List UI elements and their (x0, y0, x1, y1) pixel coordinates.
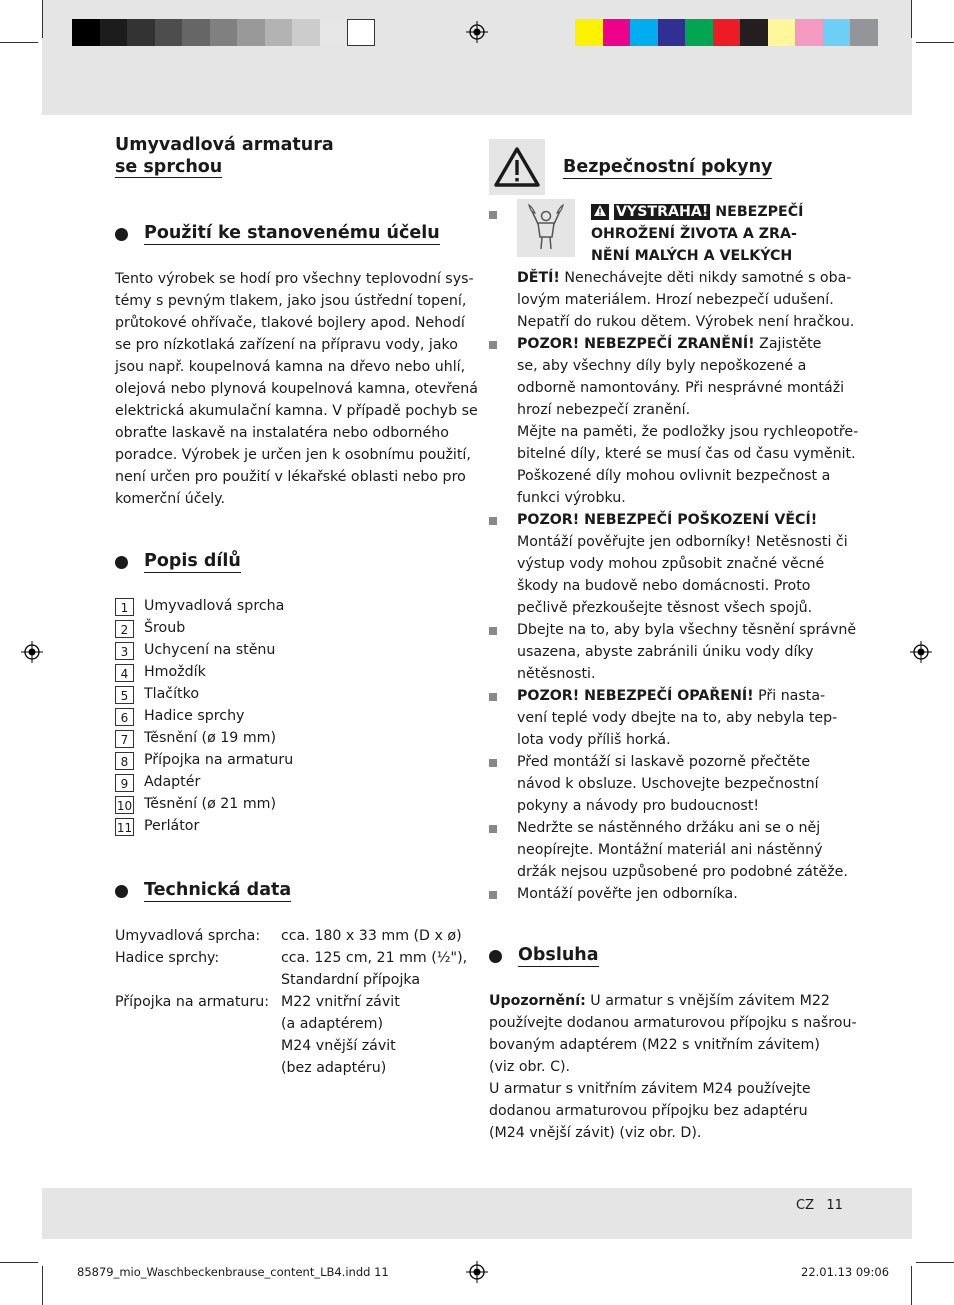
part-number-box: 4 (115, 664, 134, 682)
gray-swatch (347, 19, 375, 46)
gray-swatch (100, 19, 128, 46)
text-line: neopírejte. Montážní materiál ani nástěnný (517, 842, 823, 858)
text-line: Před montáží si laskavě pozorně přečtěte (517, 754, 811, 770)
text-line: lota vody příliš horká. (517, 732, 671, 748)
section-heading-tech: Technická data (144, 880, 292, 900)
color-swatch (575, 19, 603, 46)
gray-swatch (292, 19, 320, 46)
part-number-box: 3 (115, 642, 134, 660)
gray-swatch (155, 19, 183, 46)
tech-key: Hadice sprchy: (115, 950, 220, 966)
color-swatch (768, 19, 796, 46)
registration-mark-icon (466, 21, 488, 43)
part-number-box: 10 (115, 796, 134, 814)
safety-bullet-text (517, 509, 848, 619)
part-label: Hadice sprchy (144, 708, 245, 724)
registration-mark-icon (910, 641, 932, 663)
section-bullet-icon (115, 228, 128, 241)
color-swatch (850, 19, 878, 46)
gray-swatch (265, 19, 293, 46)
text-line: návod k obsluze. Uschovejte bezpečnostní (517, 776, 819, 792)
text-line: elektrická akumulační kamna. V případě pochyb se (115, 403, 478, 419)
tech-value: cca. 180 x 33 mm (D x ø) (281, 928, 462, 944)
part-number-box: 11 (115, 818, 134, 836)
text-line: jsou např. koupelnová kamna na dřevo nebo uhlí, (115, 359, 466, 375)
text-line: obraťte laskavě na instalatéra nebo odborného (115, 425, 449, 441)
text-line: (viz obr. C). (489, 1059, 571, 1075)
crop-mark (916, 42, 954, 43)
text-line: výstup vody mohou způsobit značné věcné (517, 556, 825, 572)
text-line: pečlivě přezkoušejte těsnost všech spojů. (517, 600, 813, 616)
text-line: funkci výrobku. (517, 490, 626, 506)
text-line: hrozí nebezpečí zranění. (517, 402, 691, 418)
text-line: vení teplé vody dbejte na to, aby nebyla tep- (517, 710, 838, 726)
crop-mark (42, 0, 43, 38)
section-heading-use: Použití ke stanovenému účelu (144, 223, 440, 243)
gray-swatch (320, 19, 348, 46)
warning-header (591, 201, 803, 267)
part-number-box: 8 (115, 752, 134, 770)
text-line: Nedržte se nástěnného držáku ani se o něj (517, 820, 821, 836)
text-line: poradce. Výrobek je určen jen k osobnímu použití, (115, 447, 471, 463)
text-line: olejová nebo plynová koupelnová kamna, otevřená (115, 381, 478, 397)
text-line: se pro nízkotlaká zařízení na přípravu vody, jako (115, 337, 458, 353)
tech-value: (bez adaptéru) (281, 1060, 387, 1076)
registration-mark-icon (21, 641, 43, 663)
tech-value: M22 vnitřní závit (281, 994, 400, 1010)
part-label: Přípojka na armaturu (144, 752, 294, 768)
text-line: držák nejsou uzpůsobené pro podobné zátěže. (517, 864, 848, 880)
safety-bullet-text (517, 883, 738, 905)
part-label: Těsnění (ø 19 mm) (144, 730, 277, 746)
text-line: témy s pevným tlakem, jako jsou ústřední topení, (115, 293, 467, 309)
print-date: 22.01.13 09:06 (801, 1265, 890, 1279)
document-title: Umyvadlová armatura se sprchou (115, 135, 334, 177)
text-line: Poškozené díly mohou ovlivnit bezpečnost a (517, 468, 831, 484)
color-swatch (630, 19, 658, 46)
text-line: Tento výrobek se hodí pro všechny teplovodní sys- (115, 271, 474, 287)
bold-warning: POZOR! NEBEZPEČÍ POŠKOZENÍ VĚCÍ! (517, 512, 818, 528)
list-bullet-icon (489, 693, 497, 701)
safety-bullet-text (517, 333, 858, 509)
warning-triangle-icon (593, 204, 607, 217)
registration-mark-icon (466, 1261, 488, 1283)
section-heading-operation: Obsluha (518, 945, 599, 965)
text-line: odborně namontovány. Při nesprávné montáži (517, 380, 845, 396)
text-line: Mějte na paměti, že podložky jsou rychleopotře- (517, 424, 859, 440)
crop-mark (0, 1262, 38, 1263)
crop-mark (0, 42, 38, 43)
part-label: Tlačítko (144, 686, 199, 702)
part-label: Uchycení na stěnu (144, 642, 276, 658)
list-bullet-icon (489, 759, 497, 767)
file-info: 85879_mio_Waschbeckenbrause_content_LB4.indd 11 (77, 1265, 389, 1279)
section-bullet-icon (489, 950, 502, 963)
gray-swatch (210, 19, 238, 46)
crop-mark (911, 0, 912, 38)
text-line: Dbejte na to, aby byla všechny těsnění správně (517, 622, 857, 638)
tech-key: Přípojka na armaturu: (115, 994, 270, 1010)
part-number-box: 7 (115, 730, 134, 748)
text-line: není určen pro použití v lékařské oblasti nebo pro (115, 469, 466, 485)
text-line: pokyny a návody pro budoucnost! (517, 798, 760, 814)
warning-word: VÝSTRAHA! (615, 204, 709, 220)
color-swatch (713, 19, 741, 46)
section-bullet-icon (115, 885, 128, 898)
text-line: dodanou armaturovou přípojku bez adaptéru (489, 1103, 808, 1119)
text-line: Montáží pověřte jen odborníka. (517, 886, 738, 902)
tech-value: Standardní přípojka (281, 972, 421, 988)
section-bullet-icon (115, 556, 128, 569)
text-line: nětěsnosti. (517, 666, 596, 682)
warning-text: NEBEZPEČÍ (715, 204, 804, 220)
text-line: Zajistěte (754, 336, 822, 352)
list-bullet-icon (489, 825, 497, 833)
text-line: Montáží pověřujte jen odborníky! Netěsnosti či (517, 534, 848, 550)
color-swatch (603, 19, 631, 46)
part-number-box: 6 (115, 708, 134, 726)
use-paragraph (115, 268, 478, 510)
gray-swatch (182, 19, 210, 46)
text-line: Při nasta- (753, 688, 826, 704)
operation-paragraph: Upozornění: U armatur s vnějším závitem M22 používejte dodanou armaturovou přípojku s našrou- bovaným adaptérem (M22 s vnitřním závitem) (viz obr. C). U armatur s vnitřním závitem M24 používejte dodanou armaturovou přípojku bez adaptéru (M24 vnější závit) (viz obr. D). (489, 990, 849, 1144)
text-line: bitelné díly, které se musí čas od času vyměnit. (517, 446, 856, 462)
text-line: U armatur s vnitřním závitem M24 používejte (489, 1081, 811, 1097)
bold-warning: POZOR! NEBEZPEČÍ OPAŘENÍ! (517, 688, 754, 704)
color-swatch (795, 19, 823, 46)
part-number-box: 1 (115, 598, 134, 616)
tech-value: (a adaptérem) (281, 1016, 384, 1032)
safety-bullet-text (517, 751, 819, 817)
text-line: průtokové ohřívače, tlakové bojlery apod. Nehodí (115, 315, 465, 331)
part-label: Těsnění (ø 21 mm) (144, 796, 277, 812)
text-line: komerční účely. (115, 491, 226, 507)
text-line: škody na budově nebo domácnosti. Proto (517, 578, 811, 594)
section-heading-parts: Popis dílů (144, 551, 241, 571)
child-danger-pictogram (517, 199, 575, 257)
color-swatch (740, 19, 768, 46)
warning-badge (591, 204, 609, 220)
bold-warning: POZOR! NEBEZPEČÍ ZRANĚNÍ! (517, 336, 755, 352)
color-swatch (823, 19, 851, 46)
safety-bullet-text (517, 685, 837, 751)
part-label: Šroub (144, 620, 186, 636)
tech-value: M24 vnější závit (281, 1038, 396, 1054)
text-line: usazena, abyste zabránili úniku vody díky (517, 644, 814, 660)
footer-band (42, 1188, 912, 1239)
section-heading-safety: Bezpečnostní pokyny (563, 157, 773, 177)
warning-text: NĚNÍ MALÝCH A VELKÝCH (591, 248, 793, 264)
part-label: Umyvadlová sprcha (144, 598, 285, 614)
safety-bullet-text (517, 817, 848, 883)
tech-value: cca. 125 cm, 21 mm (½"), (281, 950, 468, 966)
crop-mark (42, 1266, 43, 1305)
part-number-box: 2 (115, 620, 134, 638)
list-bullet-icon (489, 891, 497, 899)
warning-text: OHROŽENÍ ŽIVOTA A ZRA- (591, 226, 797, 242)
list-bullet-icon (489, 627, 497, 635)
text-line: (M24 vnější závit) (viz obr. D). (489, 1125, 702, 1141)
tech-key: Umyvadlová sprcha: (115, 928, 261, 944)
part-number-box: 9 (115, 774, 134, 792)
text-line: bovaným adaptérem (M22 s vnitřním závitem) (489, 1037, 820, 1053)
gray-swatch (72, 19, 100, 46)
text-line: používejte dodanou armaturovou přípojku s našrou- (489, 1015, 857, 1031)
list-bullet-icon (489, 517, 497, 525)
part-label: Adaptér (144, 774, 201, 790)
crop-mark (911, 1266, 912, 1305)
text-line: se, aby všechny díly byly nepoškozené a (517, 358, 807, 374)
child-with-bag-icon (517, 199, 575, 257)
color-swatch (685, 19, 713, 46)
page-number: CZ 11 (796, 1198, 843, 1213)
part-label: Hmoždík (144, 664, 206, 680)
gray-swatch (237, 19, 265, 46)
header-band (42, 0, 912, 115)
safety-bullet-children: DĚTÍ! Nenechávejte děti nikdy samotné s oba- lovým materiálem. Hrozí nebezpečí udušení. Nepatří do rukou dětem. Výrobek není hračkou. (517, 270, 855, 330)
crop-mark (916, 1262, 954, 1263)
warning-triangle-icon (489, 139, 545, 195)
gray-swatch (127, 19, 155, 46)
part-label: Perlátor (144, 818, 200, 834)
list-bullet-icon (489, 341, 497, 349)
list-bullet-icon (489, 211, 497, 219)
color-swatch (658, 19, 686, 46)
part-number-box: 5 (115, 686, 134, 704)
safety-bullet-text (517, 619, 856, 685)
warning-symbol-box (489, 139, 545, 195)
